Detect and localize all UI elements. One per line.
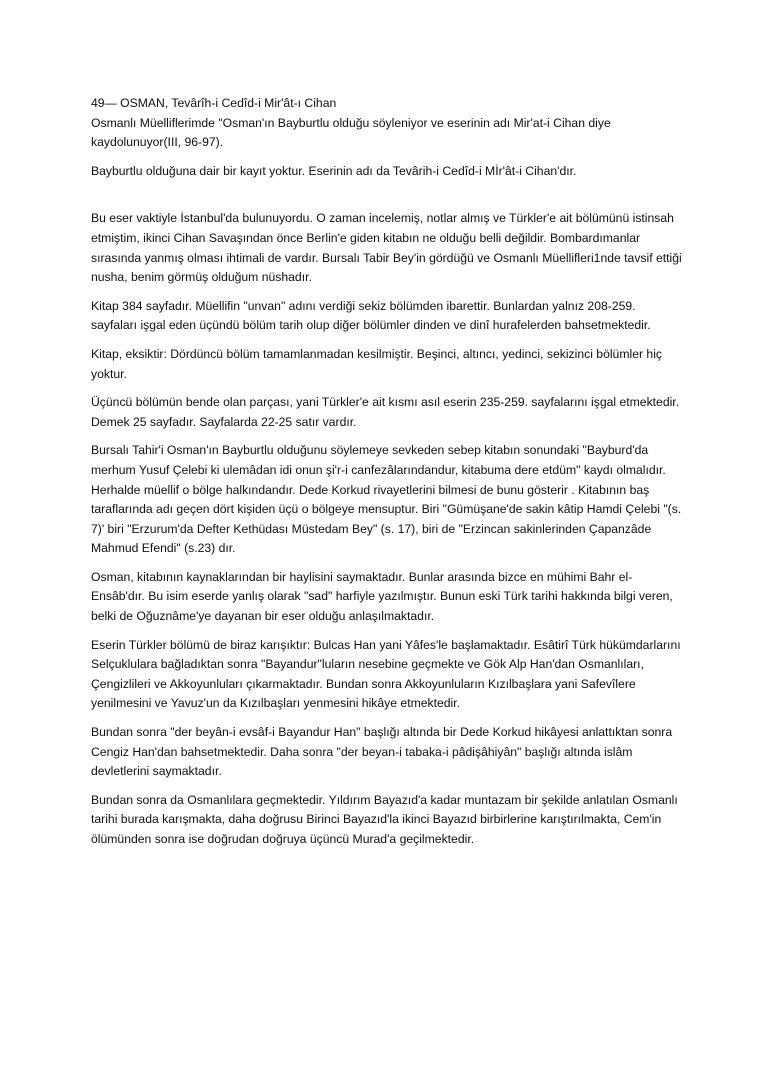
paragraph: Bursalı Tahir'i Osman'ın Bayburtlu olduğunu söylemeye sevkeden sebep kitabın sonundaki "Bayburd'da merhum Yusuf Çelebi ki ulemâdan idi onun şi'r-i canfezâlarındandur, kitabuma dere etdüm" kaydı olmalıdır. Herhalde müellif o bölge halkındandır. Dede Korkud rivayetlerini bilmesi de bunu gösterir . Kitabının baş taraflarında adı geçen dört kişiden üçü o bölgeye mensuptur. Biri "Gümüşane'de sakin kâtip Hamdi Çelebi "(s. 7)' biri "Erzurum'da Defter Kethüdası Müstedam Bey" (s. 17), biri de "Erzincan sakinlerinden Çapanzâde Mahmud Efendi" (s.23) dır. [91, 443, 682, 556]
paragraph: Eserin Türkler bölümü de biraz karışıktır: Bulcas Han yani Yâfes'le başlamaktadır. Esâtirî Türk hükümdarlarını Selçuklulara bağladıktan sonra "Bayandur"luların nesebine geçmekte ve Gök Alp Han'dan Osmanlıları, Çengizlileri ve Akkoyunluları çıkarmaktadır. Bundan sonra Akkoyunluların Kızılbaşlara yani Safevîlere yenilmesini ve Yavuz'un da Kızılbaşları yenmesini hikâye etmektedir. [91, 637, 681, 711]
paragraph: Bayburtlu olduğuna dair bir kayıt yoktur. Eserinin adı da Tevârih-i Cedîd-i Mİr'ât-i Cihan'dır. [91, 163, 577, 178]
document-body [91, 94, 683, 859]
entry-heading: 49— OSMAN, Tevârîh-i Cedîd-i Mir'ât-ı Cihan [91, 96, 337, 110]
paragraph: Üçüncü bölümün bende olan parçası, yani Türkler'e ait kısmı asıl eserin 235-259. sayfalarını işgal etmektedir. Demek 25 sayfadır. Sayfalarda 22-25 satır vardır. [91, 395, 680, 429]
paragraph: Bu eser vaktiyle İstanbul'da bulunuyordu. O zaman incelemiş, notlar almış ve Türkler'e ait bölümünü istinsah etmiştim, ikinci Cihan Savaşından önce Berlin'e giden kitabın ne olduğu belli değildir. Bombardımanlar sırasında yanmış olması ihtimali de vardır. Bursalı Tabir Bey'in gördüğü ve Osmanlı Müellifleri1nde tavsif ettiği nusha, benim görmüş olduğum nüshadır. [91, 211, 682, 285]
paragraph: Kitap 384 sayfadır. Müellifin "unvan" adını verdiği sekiz bölümden ibarettir. Bunlardan yalnız 208-259. sayfaları işgal eden üçündü bölüm tarih olup diğer bölümler dinden ve dinî hurafelerden bahsetmektedir. [91, 298, 651, 333]
paragraph: Osman, kitabının kaynaklarından bir haylisini saymaktadır. Bunlar arasında bizce en mühimi Bahr el-Ensâb'dır. Bu isim eserde yanlış olarak "sad" harfiyle yazılmıştır. Bunun eski Türk tarihi hakkında bilgi veren, belki de Oğuznâme'ye dayanan bir eser olduğu anlaşılmaktadır. [91, 569, 673, 624]
paragraph: Bundan sonra da Osmanlılara geçmektedir. Yıldırım Bayazıd'a kadar muntazam bir şekilde anlatılan Osmanlı tarihi burada karışmakta, daha doğrusu Birinci Bayazıd'la ikinci Bayazıd birbirlerine karıştırılmakta, Cem'in ölümünden sonra ise doğrudan doğruya üçüncü Murad'a geçilmektedir. [91, 792, 678, 846]
paragraph: Kitap, eksiktir: Dördüncü bölüm tamamlanmadan kesilmiştir. Beşinci, altıncı, yedinci, sekizinci bölümler hiç yoktur. [91, 346, 663, 381]
paragraph: Osmanlı Müelliflerimde "Osman'ın Bayburtlu olduğu söyleniyor ve eserinin adı Mir'at-i Cihan diye kaydolunuyor(III, 96-97). [91, 115, 611, 150]
paragraph: Bundan sonra "der beyân-i evsâf-i Bayandur Han" başlığı altında bir Dede Korkud hikâyesi anlattıktan sonra Cengiz Han'dan bahsetmektedir. Daha sonra "der beyan-i tabaka-i pâdişâhiyân" başlığı altında islâm devletlerini saymaktadır. [91, 725, 673, 779]
